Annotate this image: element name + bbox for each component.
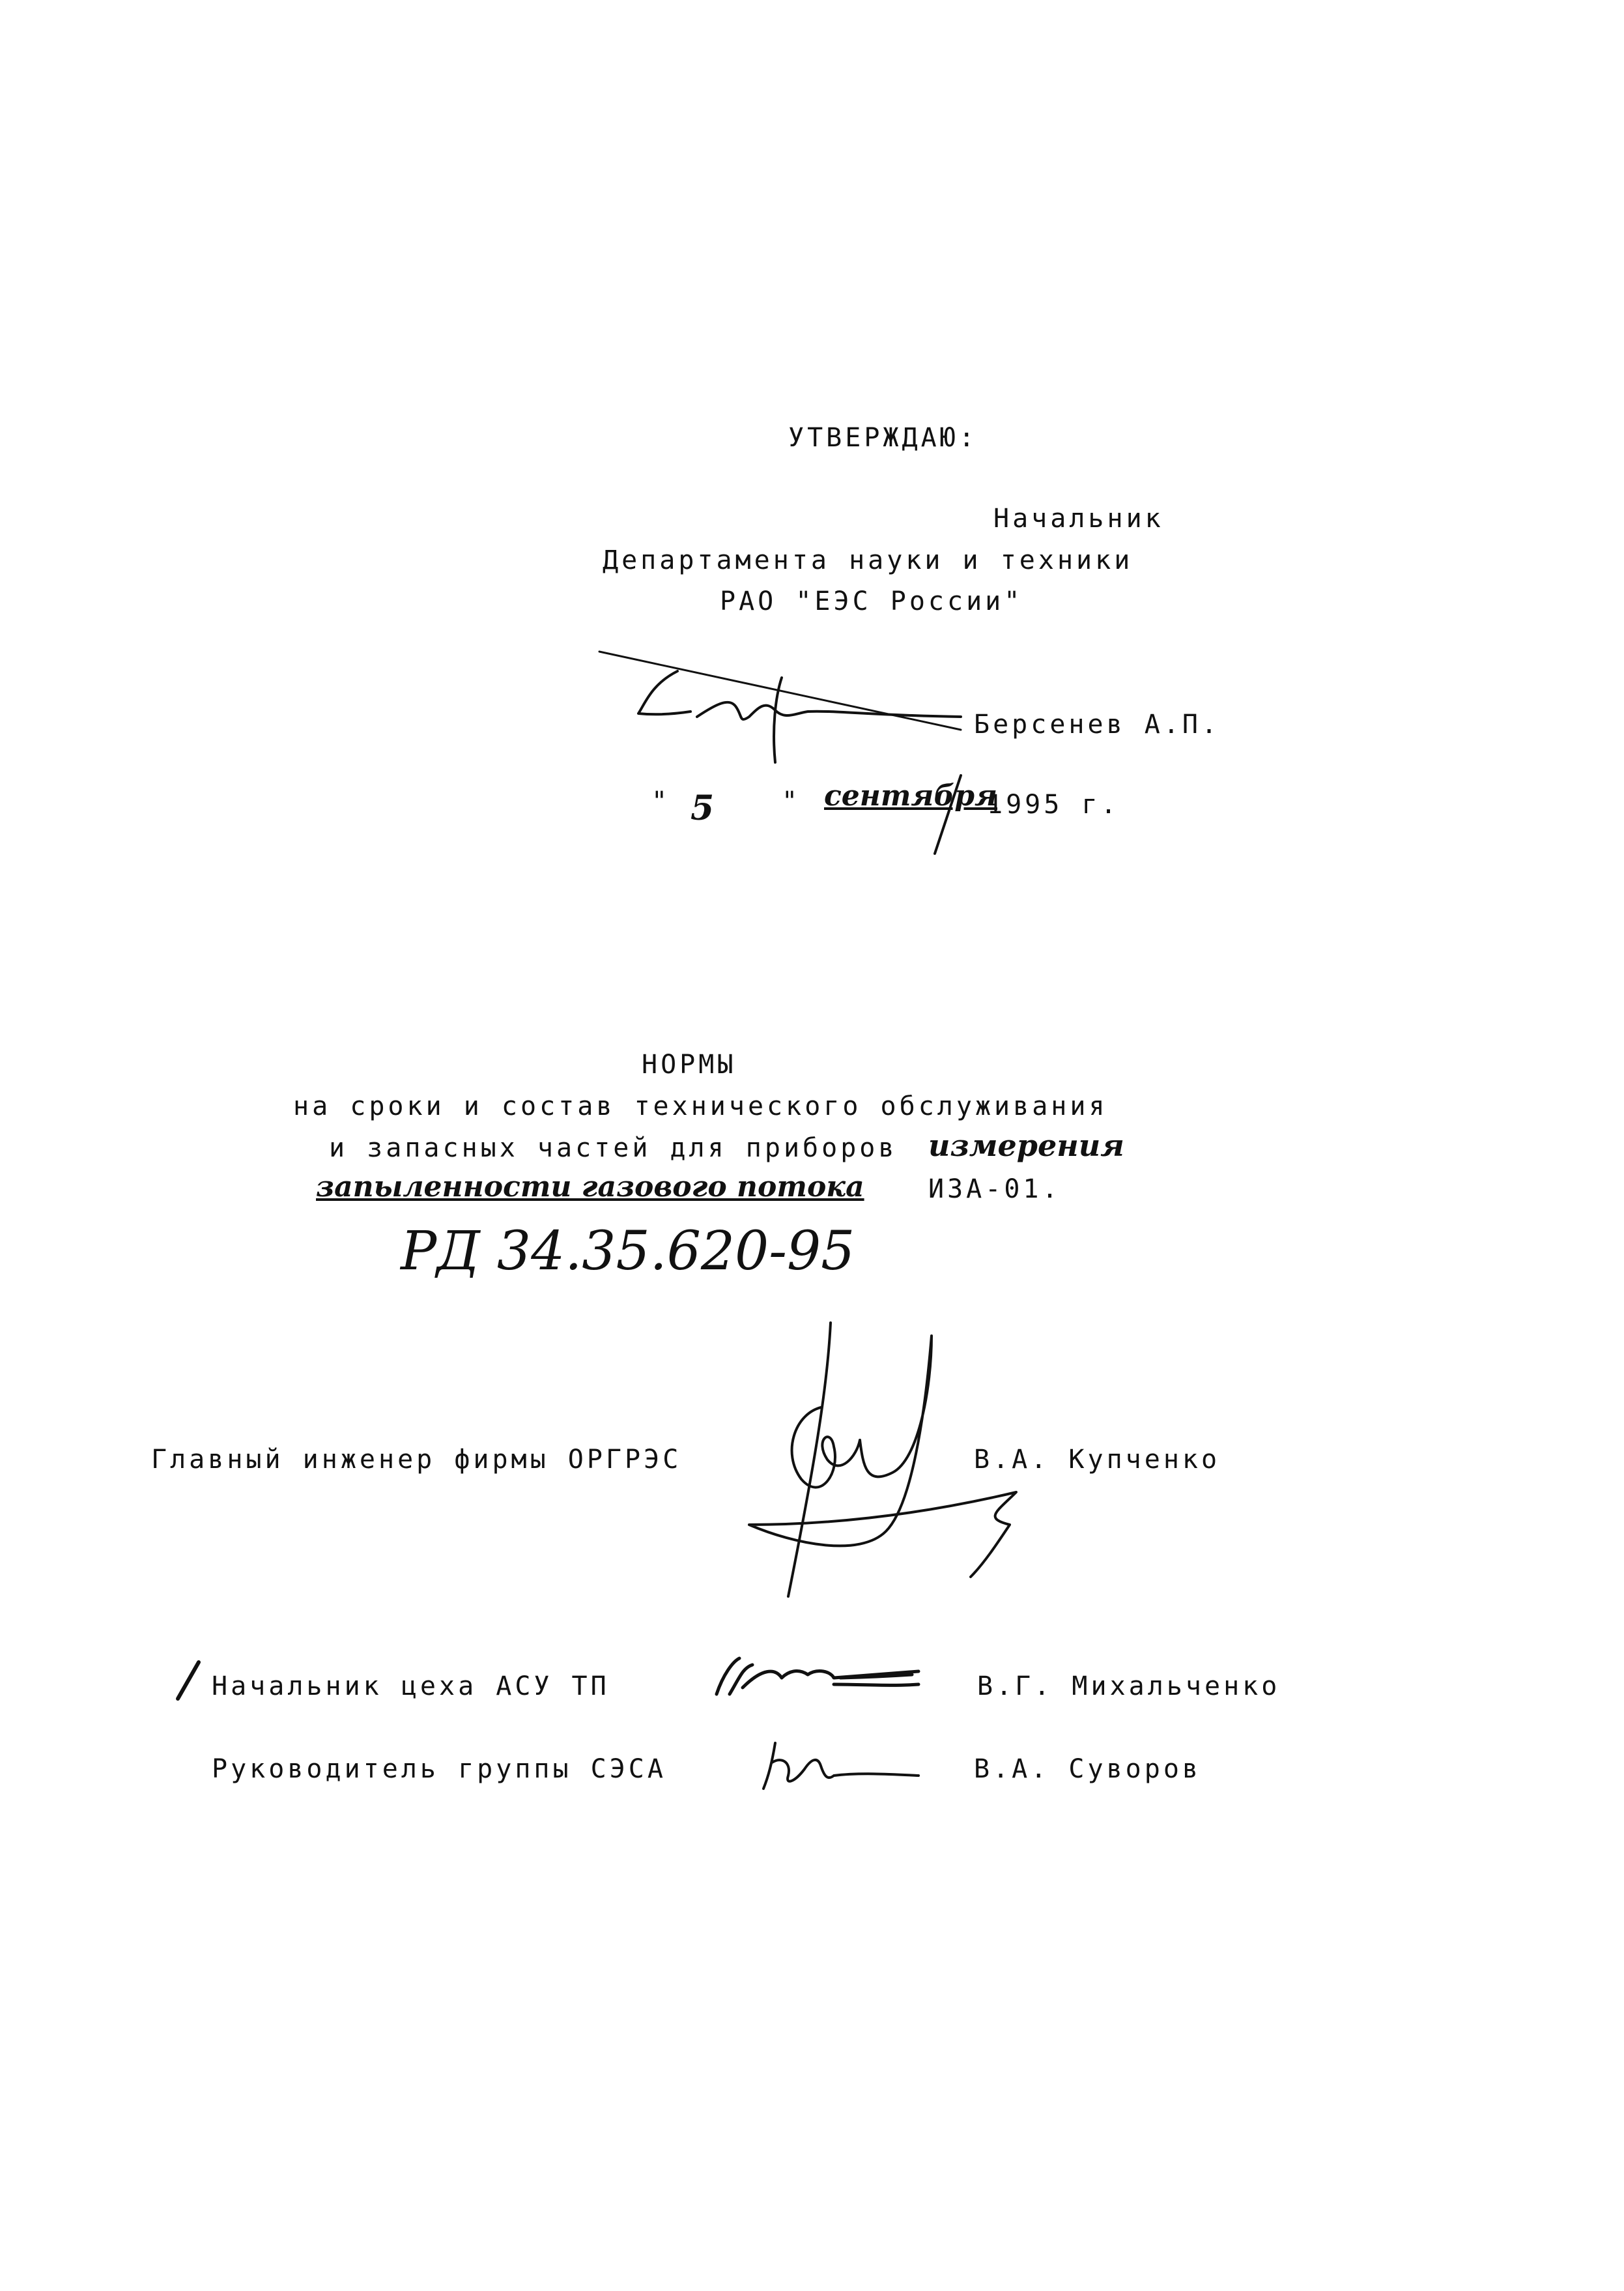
signature-name-mikhalchenko: В.Г. Михальченко xyxy=(977,1671,1281,1701)
doc-title-line3-typed: ИЗА-01. xyxy=(928,1174,1061,1204)
approval-signatory: Берсенев А.П. xyxy=(974,710,1221,740)
slash-mark xyxy=(173,1658,205,1704)
date-month-stroke-mark xyxy=(899,769,977,860)
doc-title-main: НОРМЫ xyxy=(642,1050,737,1080)
signature-mikhalchenko xyxy=(704,1649,925,1714)
signature-name-suvorov: В.А. Суворов xyxy=(974,1754,1201,1784)
date-quote-close: " xyxy=(782,786,801,816)
doc-title-line2-typed: и запасных частей для приборов xyxy=(329,1133,898,1163)
date-month: сентября xyxy=(824,779,997,813)
doc-title-line1: на сроки и состав технического обслуживания xyxy=(293,1091,1108,1121)
doc-title-line2-handwritten: измерения xyxy=(928,1128,1124,1163)
date-quote-open: " xyxy=(651,786,671,816)
doc-title-line3-handwritten: запыленности газового потока xyxy=(316,1170,864,1203)
signature-name-kupchenko: В.А. Купченко xyxy=(974,1445,1221,1475)
date-year: 1995 г. xyxy=(987,790,1120,820)
approval-position-line3: РАО "ЕЭС России" xyxy=(720,586,1023,616)
signature-bersenev xyxy=(599,652,964,782)
approval-position-line2: Департамента науки и техники xyxy=(603,545,1133,575)
doc-code: РД 34.35.620-95 xyxy=(401,1220,855,1282)
signature-role-asu-tp: Начальник цеха АСУ ТП xyxy=(212,1671,610,1701)
signature-suvorov xyxy=(756,1723,925,1795)
date-day: 5 xyxy=(691,788,715,828)
signature-role-sesa-group: Руководитель группы СЭСА xyxy=(212,1754,666,1784)
approval-heading: УТВЕРЖДАЮ: xyxy=(788,423,978,453)
approval-position-line1: Начальник xyxy=(993,504,1164,534)
signature-role-chief-engineer: Главный инженер фирмы ОРГРЭС xyxy=(151,1445,682,1475)
